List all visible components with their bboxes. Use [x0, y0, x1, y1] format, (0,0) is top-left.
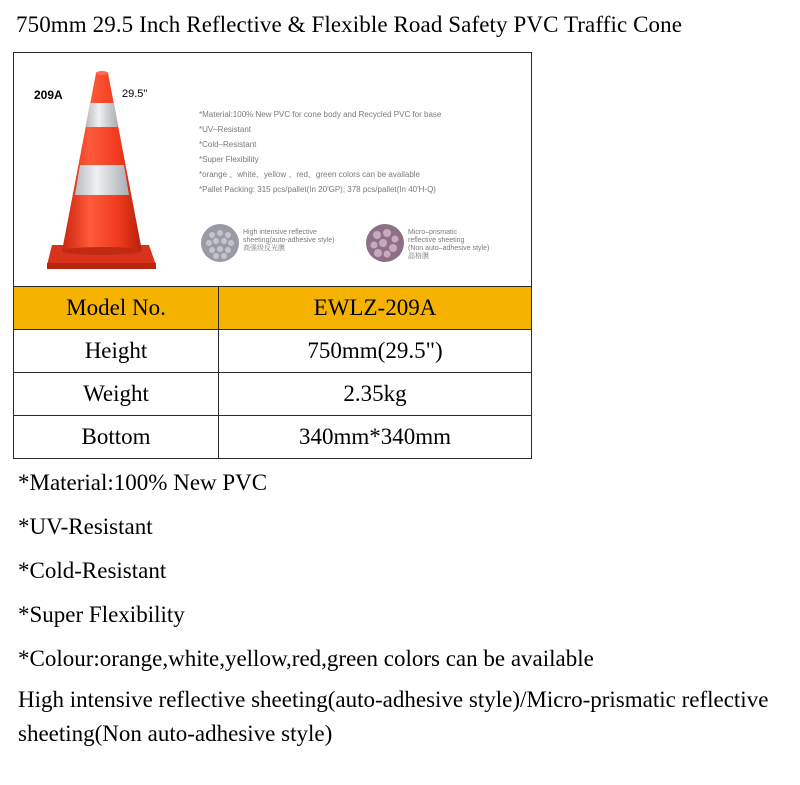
sheet-b-line: Micro–prismatic — [408, 229, 458, 236]
sheet-a-line: High intensive reflective — [243, 229, 317, 236]
table-cell: 2.35kg — [219, 373, 532, 416]
table-row — [14, 373, 532, 416]
image-spec-item: *orange 、white、yellow 、red、green colors can be available — [199, 170, 421, 179]
spec-table — [13, 286, 532, 459]
model-code-label: 209A — [34, 88, 63, 102]
feature-list — [18, 466, 788, 686]
traffic-cone-illustration — [44, 67, 174, 277]
feature-item: *Colour:orange,white,yellow,red,green colors can be available — [18, 646, 594, 671]
feature-item: *Super Flexibility — [18, 602, 185, 627]
image-spec-item: *Pallet Packing: 315 pcs/pallet(In 20'GP); 378 pcs/pallet(In 40'H-Q) — [199, 185, 436, 194]
table-cell: 340mm*340mm — [219, 416, 532, 459]
prismatic-swatch-icon — [365, 223, 405, 263]
table-cell: Bottom — [14, 416, 219, 459]
table-cell: 750mm(29.5") — [219, 330, 532, 373]
table-cell: Height — [14, 330, 219, 373]
table-row — [14, 416, 532, 459]
image-spec-item: *Cold–Resistant — [199, 140, 257, 149]
sheet-a-line: 高强级反光膜 — [243, 245, 285, 252]
sheet-b-line: (Non auto–adhesive style) — [408, 245, 490, 252]
reflective-sheeting-description: High intensive reflective sheeting(auto-adhesive style)/Micro-prismatic reflective sheeting(Non auto-adhesive style) — [18, 687, 769, 746]
page-title: 750mm 29.5 Inch Reflective & Flexible Road Safety PVC Traffic Cone — [16, 12, 683, 37]
image-spec-item: *Material:100% New PVC for cone body and Recycled PVC for base — [199, 110, 442, 119]
table-header-row — [14, 287, 532, 330]
height-label: 29.5" — [122, 88, 148, 100]
sheet-a-line: sheeting(auto-adhesive style) — [243, 237, 335, 244]
image-spec-list — [199, 107, 441, 197]
sheet-b-line: reflective sheeting — [408, 237, 465, 244]
honeycomb-swatch-icon — [200, 223, 240, 263]
feature-item: *UV-Resistant — [18, 514, 153, 539]
table-cell: Model No. — [14, 287, 219, 330]
product-image — [13, 52, 532, 287]
sheet-b-line: 晶格膜 — [408, 253, 429, 260]
feature-item: *Cold-Resistant — [18, 558, 167, 583]
table-row — [14, 330, 532, 373]
table-cell: EWLZ-209A — [219, 287, 532, 330]
image-spec-item: *UV–Resistant — [199, 125, 252, 134]
image-spec-item: *Super Flexibility — [199, 155, 259, 164]
feature-item: *Material:100% New PVC — [18, 470, 268, 495]
table-cell: Weight — [14, 373, 219, 416]
